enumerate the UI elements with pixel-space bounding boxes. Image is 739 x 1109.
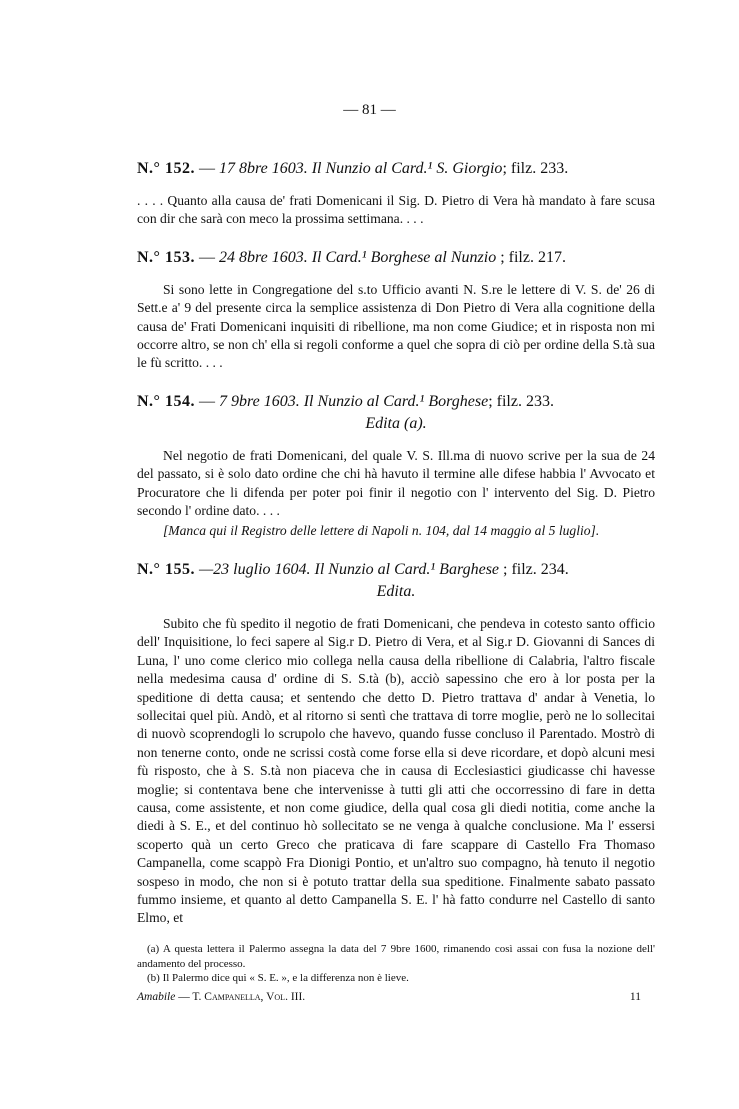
entry-body-155: Subito che fù spedito il negotio de frati Domenicani, che pendeva in cotesto santo officio dell' Inquisitione, lo feci sapere al Sig.r D. Pietro di Vera, et al Sig.r D. Giovanni di Sances di Luna, l' uno come clerico mio collega nella causa della ribellione di Calabria, l'altro fiscale nella medesima causa d' ordine di S. S.tà (b), acciò sapessino che ero à lor posta per la speditione di detta causa; et sentendo che detto D. Pietro trattava d' andar à Venetia, lo sollecitai quel più. Andò, et al ritorno si sentì che trattava di torre moglie, però ne lo sollecitai di nuovò scoprendogli lo scrupolo che havevo, quando fusse concluso il Parentado. Mostrò di non tenerne conto, onde ne scrissi costà come forse ella si deve ricordare, et dopò alcuni mesi fù risposto, che à S. S.tà non piaceva che in causa di Ecclesiastici giudicasse chi havesse moglie; si contentava bene che intervenisse à tutti gli atti che occorressino di fare in detta causa, come assistente, et non come giudice, della qual cosa gli diedi notitia, come anche la diedi à S. E., et del continuo hò sollecitato se ne venga à qualche conclusione. Ma l' essersi scoperto quà un certo Greco che praticava di fare scappare di Castello Fra Thomaso Campanella, come scappò Fra Dionigi Pontio, et un'altro suo compagno, hà tenuto il negotio sospeso in modo, che non si è potuto trattar della sua speditione. Finalmente sabato passato fummo insieme, et quanto al detto Campanella S. E. l' hà fatto condurre nel Castello di santo Elmo, et [137,615,655,926]
entry-body-152: . . . . Quanto alla causa de' frati Domenicani il Sig. D. Pietro di Vera hà mandato à fare scusa con dir che sarà con meco la prossima settimana. . . . [137,193,655,227]
entry-filza: ; filz. 233. [502,160,569,177]
entry-title: Il Nunzio al Card.¹ S. Giorgio [311,160,503,177]
entry-body-154: Nel negotio de frati Domenicani, del quale V. S. Ill.ma di nuovo scrive per la sua de 24 del passato, si è solo dato ordine che chi hà havuto il termine alle difese habbia l' Avvocato et Procuratore che li difenda per poter poi finir il negotio con l' intervento del Sig. D. Pietro secondo l' ordine dato. . . . [137,447,655,519]
entry-number: N.° 154. [137,392,195,410]
entry-heading-154: N.° 154. — 7 9bre 1603. Il Nunzio al Card.¹ Borghese; filz. 233. [137,392,554,410]
entry-number: N.° 153. [137,248,195,266]
entry-filza: ; filz. 233. [488,392,554,410]
entry-subtitle-154: Edita (a). [365,414,427,432]
footnotes [137,942,655,986]
entry-date: 17 8bre 1603. [218,160,308,177]
entry-date: —23 luglio 1604. [198,560,311,578]
page-number: — 81 — [343,102,396,118]
signature-number: 11 [629,991,641,1004]
entry-subtitle-155: Edita. [376,582,416,600]
footnote-a: (a) A questa lettera il Palermo assegna la data del 7 9bre 1600, rimanendo così assai con fusa la nozione dell' andamento del processo. [137,942,655,970]
page-content [137,150,655,1003]
entry-number: N.° 155. [137,560,195,578]
entry-heading-153: N.° 153. — 24 8bre 1603. Il Card.¹ Borghese al Nunzio ; filz. 217. [137,248,566,266]
entry-title: Il Card.¹ Borghese al Nunzio [311,248,497,266]
signature-footer [137,991,655,1003]
entry-filza: ; filz. 234. [499,560,569,578]
entry-date: 7 9bre 1603. [218,392,300,410]
entry-heading-152: N.° 152. — 17 8bre 1603. Il Nunzio al Card.¹ S. Giorgio; filz. 233. [137,160,569,177]
entry-title: Il Nunzio al Card.¹ Barghese [314,560,500,578]
entry-date: 24 8bre 1603. [218,248,308,266]
entry-filza: ; filz. 217. [496,248,566,266]
editorial-note: [Manca qui il Registro delle lettere di Napoli n. 104, dal 14 maggio al 5 luglio]. [163,523,600,539]
entry-heading-155 [137,559,655,581]
entry-number: N.° 152. [137,160,195,177]
signature-line: Amabile — T. Campanella, Vol. III. [137,991,306,1004]
entry-body-153: Si sono lette in Congregatione del s.to Ufficio avanti N. S.re le lettere di V. S. de' 26 di Sett.e a' 9 del presente circa la semplice assistenza di Don Pietro di Vera alla cognitione della causa de' Frati Domenicani inquisiti di ribellione, ma non come Giudice; et in risposta non mi occorre altro, se non ch' ella si regoli conforme a quel che sopra di ciò per ordine della S.tà sua le fù scritto. . . . [137,281,655,371]
footnote-b: (b) Il Palermo dice qui « S. E. », e la differenza non è lieve. [147,972,409,985]
entry-title: Il Nunzio al Card.¹ Borghese [303,392,489,410]
